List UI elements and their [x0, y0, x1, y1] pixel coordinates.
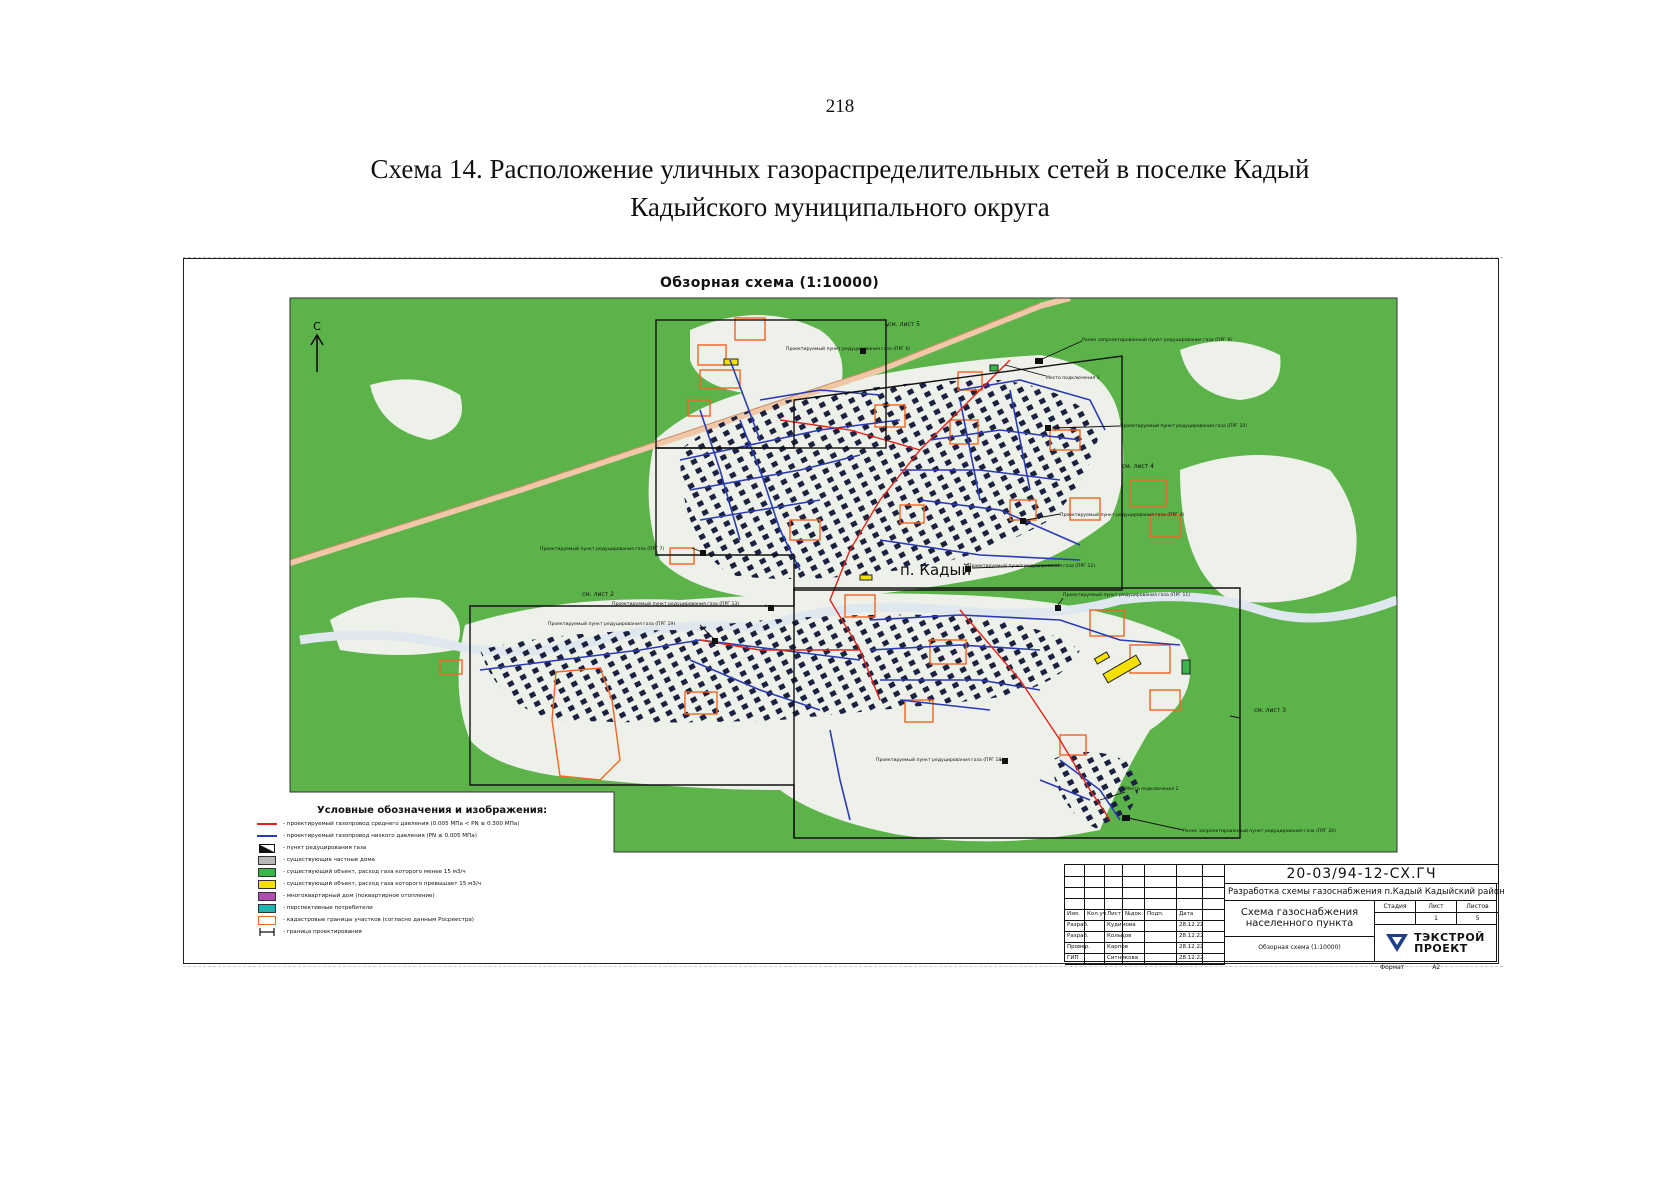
title-block-signature-row [1065, 953, 1225, 965]
title-block-cell [1085, 953, 1105, 964]
settlement-label: п. Кадый [900, 561, 972, 579]
title-block-cell: Лист [1105, 909, 1123, 920]
title-block-cell [1123, 931, 1145, 942]
map-title: Обзорная схема (1:10000) [660, 275, 880, 291]
title-block-cell [1085, 942, 1105, 953]
title-block-cell [1123, 876, 1145, 887]
callout-prg11: Проектируемый пункт редуцирования газа (ПРГ 11) [1063, 593, 1191, 598]
callout-prg9: Ранее запроектированный пункт редуцирования газа (ПРГ 9) [1082, 338, 1233, 343]
prg-19-marker [712, 638, 718, 644]
title-block-cell [1123, 920, 1145, 931]
prg-4-marker [1020, 518, 1026, 524]
title-block-cell [1123, 898, 1145, 909]
title-block-cell: Провер. [1065, 942, 1085, 953]
callout-prg18: Проектируемый пункт редуцирования газа (ПРГ 18) [876, 758, 1004, 763]
title-block-cell [1203, 942, 1225, 953]
stage-header: Стадия [1375, 901, 1416, 913]
title-block-cell [1203, 953, 1225, 964]
title-block-cell [1177, 898, 1203, 909]
legend-item [255, 878, 585, 890]
title-block-cell [1065, 898, 1085, 909]
title-block-cell [1065, 887, 1085, 898]
callout-place1: Место подключения 1 [1046, 376, 1100, 381]
title-block-cell: Карпов [1105, 942, 1123, 953]
legend-symbol [255, 927, 279, 937]
sheet-label-5: см. лист 5 [888, 321, 920, 328]
callout-prg4: Проектируемый пункт редуцирования газа (ПРГ 4) [1060, 513, 1185, 518]
stage-value [1375, 913, 1416, 925]
object-name: Схема газоснабжения населенного пункта [1224, 901, 1374, 937]
legend-symbol [255, 819, 279, 829]
legend-title: Условные обозначения и изображения: [317, 805, 548, 816]
stage-table [1374, 901, 1497, 925]
legend-item [255, 866, 585, 878]
title-block-cell [1065, 865, 1085, 876]
title-block-cell [1105, 887, 1123, 898]
title-block-cell [1177, 865, 1203, 876]
legend-text: - существующие частные дома [283, 857, 375, 863]
title-block-cell [1085, 887, 1105, 898]
page-title-line-2: Кадыйского муниципального округа [630, 192, 1050, 222]
title-block-cell [1085, 920, 1105, 931]
title-block-cell: Разраб. [1065, 920, 1085, 931]
legend-item [255, 914, 585, 926]
legend-symbol [255, 831, 279, 841]
title-block-cell [1105, 876, 1123, 887]
sheet-label-4: см. лист 4 [1122, 463, 1154, 470]
title-block-cell [1105, 865, 1123, 876]
callout-prg7: Проектируемый пункт редуцирования газа (ПРГ 7) [540, 547, 665, 552]
title-block-cell: 28.12.22 [1177, 920, 1203, 931]
title-block-cell: Ситникова [1105, 953, 1123, 964]
project-description: Разработка схемы газоснабжения п.Кадый Кадыйский район [1224, 883, 1497, 901]
prg-13-marker [768, 605, 774, 611]
legend-symbol [255, 855, 279, 865]
title-block-cell [1145, 898, 1177, 909]
legend-text: - проектируемый газопровод низкого давления (PN ≤ 0.005 МПа) [283, 833, 477, 839]
title-block-cell [1145, 953, 1177, 964]
legend-text: - многоквартирный дом (поквартирное отопление) [283, 893, 435, 899]
title-block-cell: Кудимова [1105, 920, 1123, 931]
legend-item [255, 890, 585, 902]
object-high-consumption [860, 575, 872, 580]
callout-prg10: Проектируемый пункт редуцирования газа (ПРГ 10) [1120, 424, 1248, 429]
title-block-cell [1145, 887, 1177, 898]
title-block-cell [1177, 887, 1203, 898]
title-block [1064, 864, 1505, 962]
format-label: Формат [1380, 964, 1405, 971]
title-block-cell: Изм. [1065, 909, 1085, 920]
legend-item [255, 842, 585, 854]
legend-symbol [255, 891, 279, 901]
title-block-cell: Кольцов [1105, 931, 1123, 942]
title-block-cell: Разраб. [1065, 931, 1085, 942]
legend-text: - пункт редуцирования газа [283, 845, 367, 851]
title-block-cell [1085, 931, 1105, 942]
legend-symbol [255, 915, 279, 925]
legend-symbol [255, 867, 279, 877]
title-block-cell [1203, 931, 1225, 942]
legend-symbol [255, 843, 279, 853]
format-value: А2 [1432, 964, 1441, 971]
title-block-cell [1203, 887, 1225, 898]
title-block-cell [1203, 876, 1225, 887]
title-block-cell [1123, 953, 1145, 964]
legend-text: - перспективные потребители [283, 905, 373, 911]
callout-prg6: Проектируемый пункт редуцирования газа (ПРГ 6) [786, 347, 911, 352]
sheets-total-header: Листов [1457, 901, 1498, 913]
sheet-format [1380, 964, 1440, 971]
title-block-cell [1145, 876, 1177, 887]
company-name-line-2: ПРОЕКТ [1414, 942, 1468, 955]
legend-item [255, 926, 585, 938]
object-low-consumption [990, 365, 998, 371]
callout-prg19: Проектируемый пункт редуцирования газа (ПРГ 19) [548, 622, 676, 627]
legend-text: - проектируемый газопровод среднего давления (0.005 МПа < PN ≤ 0.300 МПа) [283, 821, 520, 827]
legend-item [255, 902, 585, 914]
title-block-cell [1085, 876, 1105, 887]
title-block-cell: Подп. [1145, 909, 1177, 920]
title-block-cell [1145, 865, 1177, 876]
title-block-cell [1145, 942, 1177, 953]
prg-7-marker [700, 550, 706, 556]
title-block-cell [1085, 898, 1105, 909]
title-block-cell [1085, 865, 1105, 876]
sheets-total-value: 5 [1475, 915, 1480, 922]
legend [255, 805, 585, 938]
title-block-cell: ГИП [1065, 953, 1085, 964]
title-block-cell [1145, 920, 1177, 931]
page-title-line-1: Схема 14. Расположение уличных газораспределительных сетей в поселке Кадый [370, 154, 1310, 184]
legend-text: - существующий объект, расход газа которого менее 15 м3/ч [283, 869, 466, 875]
north-arrow-label: С [313, 320, 321, 333]
title-block-cell: 28.12.22 [1177, 931, 1203, 942]
title-block-cell: Дата [1177, 909, 1203, 920]
object-low-consumption [1182, 660, 1190, 674]
sheet-header: Лист [1416, 901, 1457, 913]
legend-text: - граница проектирования [283, 929, 362, 935]
callout-prg20: Ранее запроектированный пункт редуцирования газа (ПРГ 20) [1183, 829, 1336, 834]
sheet-name: Обзорная схема (1:10000) [1224, 937, 1374, 962]
title-block-cell: 28.12.22 [1177, 953, 1203, 964]
title-block-cell [1145, 931, 1177, 942]
legend-item [255, 830, 585, 842]
title-block-cell [1123, 887, 1145, 898]
sheet-value: 1 [1416, 913, 1457, 925]
legend-item [255, 854, 585, 866]
title-block-cell [1123, 865, 1145, 876]
map-base [290, 298, 1397, 852]
callout-place2: Место подключения 2 [1125, 787, 1179, 792]
title-block-cell: №док. [1123, 909, 1145, 920]
prg-10-marker [1045, 425, 1051, 431]
title-block-cell [1203, 865, 1225, 876]
callout-prg13: Проектируемый пункт редуцирования газа (ПРГ 13) [612, 602, 740, 607]
title-block-cell: 28.12.22 [1177, 942, 1203, 953]
company-name-line-1: ТЭКСТРОЙ [1414, 931, 1485, 944]
title-block-cell [1123, 942, 1145, 953]
title-block-cell [1203, 898, 1225, 909]
sheet-label-3: см. лист 3 [1254, 707, 1286, 714]
legend-item [255, 818, 585, 830]
prg-11-marker [1055, 605, 1061, 611]
title-block-cell [1105, 898, 1123, 909]
title-block-cell [1203, 920, 1225, 931]
page-number: 218 [825, 96, 855, 117]
title-block-signatures [1064, 864, 1224, 962]
document-code: 20-03/94-12-СХ.ГЧ [1224, 864, 1499, 884]
title-block-cell [1065, 876, 1085, 887]
company-logo [1374, 925, 1497, 962]
legend-symbol [255, 903, 279, 913]
callout-prg12: Проектируемый пункт редуцирования газа (ПРГ 12) [968, 564, 1096, 569]
legend-text: - кадастровые границы участков (согласно данным Росреестра) [283, 917, 474, 923]
title-block-cell [1203, 909, 1225, 920]
legend-items [255, 818, 585, 938]
legend-text: - существующий объект, расход газа которого превышает 15 м3/ч [283, 881, 482, 887]
sheet-label-2: см. лист 2 [582, 591, 614, 598]
title-block-cell [1177, 876, 1203, 887]
title-block-cell: Кол.уч [1085, 909, 1105, 920]
company-logo-icon [1386, 934, 1408, 952]
legend-symbol [255, 879, 279, 889]
